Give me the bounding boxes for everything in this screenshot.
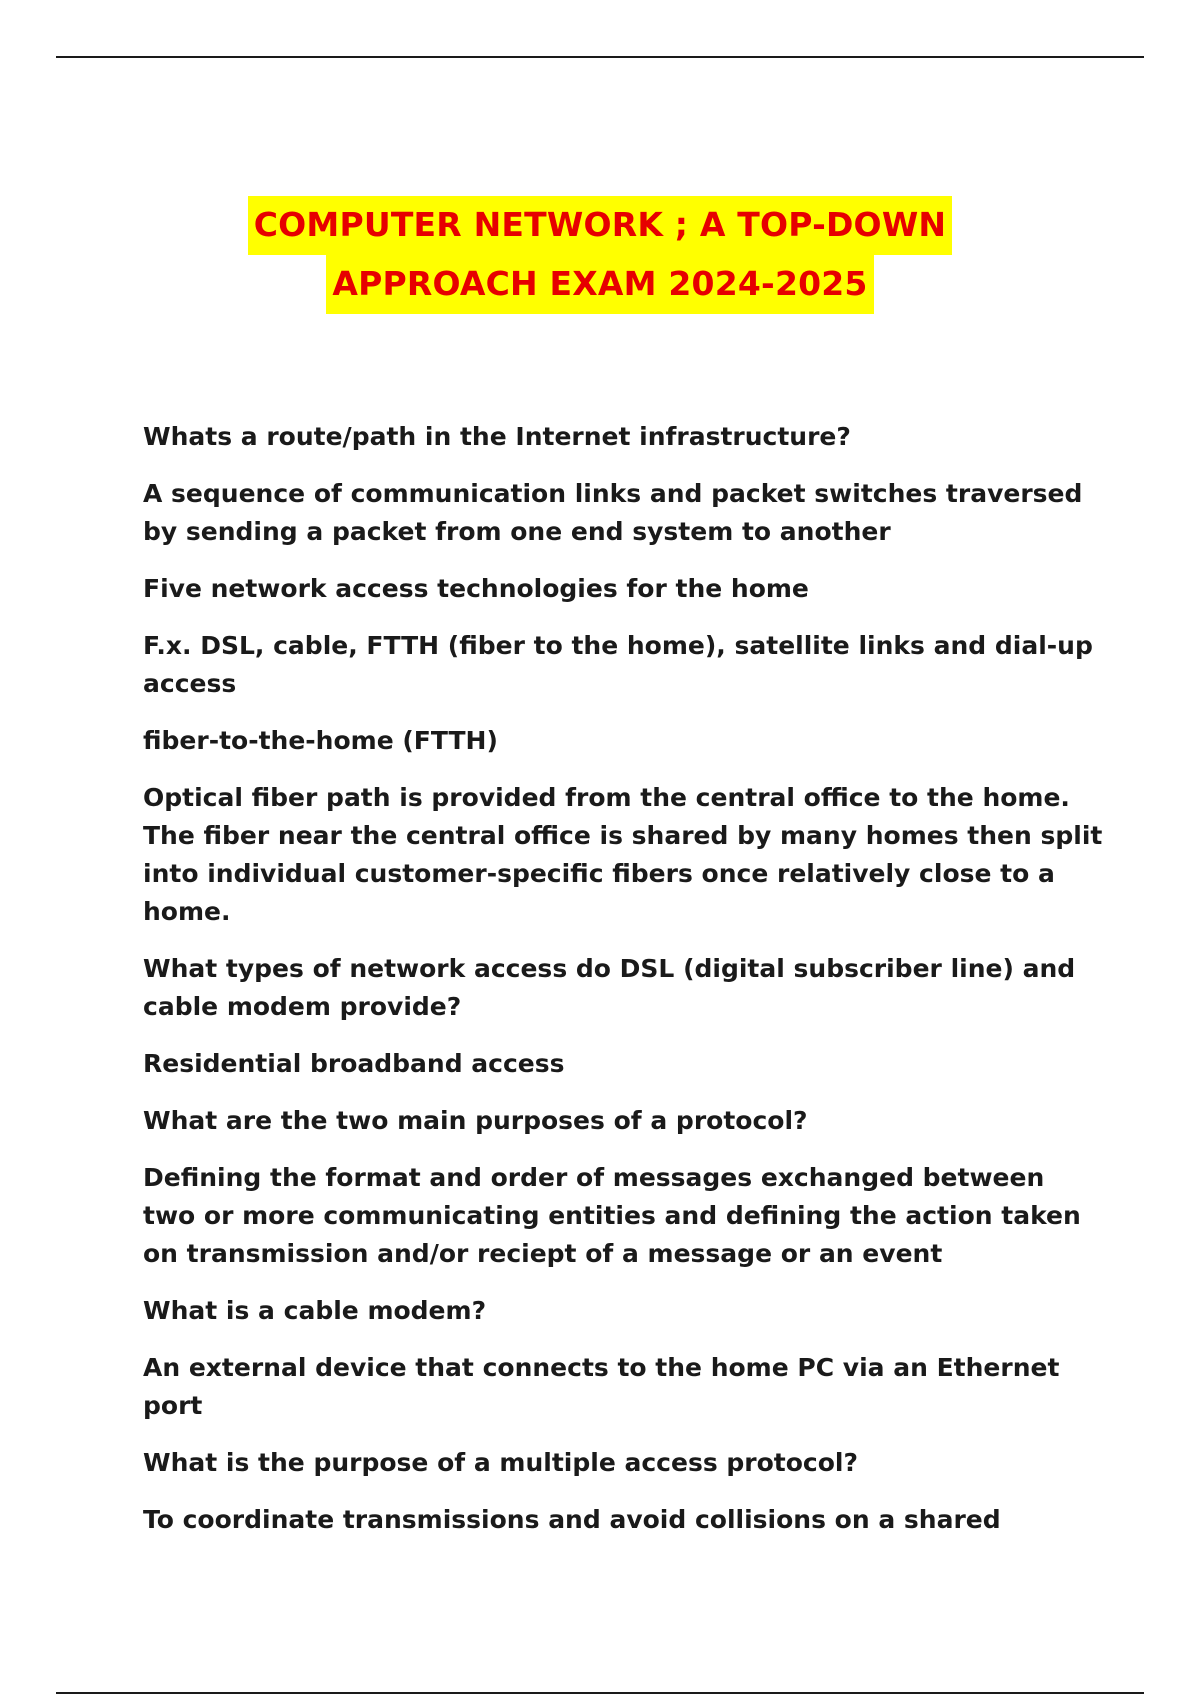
question-text: What are the two main purposes of a protocol?	[143, 1106, 808, 1135]
qa-list	[143, 418, 1103, 1558]
question-text: Whats a route/path in the Internet infrastructure?	[143, 422, 851, 451]
answer-text: F.x. DSL, cable, FTTH (fiber to the home), satellite links and dial-up access	[143, 631, 1093, 698]
answer-text: A sequence of communication links and packet switches traversed by sending a packet from one end system to another	[143, 479, 1083, 546]
question-text: Five network access technologies for the home	[143, 574, 809, 603]
bottom-rule	[56, 1692, 1144, 1694]
title-line-1: COMPUTER NETWORK ; A TOP-DOWN	[248, 196, 952, 255]
question-text: What types of network access do DSL (digital subscriber line) and cable modem provide?	[143, 954, 1076, 1021]
answer-text: Optical fiber path is provided from the central office to the home. The fiber near the central office is shared by many homes then split into individual customer-specific fibers once relatively close to a home.	[143, 783, 1103, 926]
answer-text: To coordinate transmissions and avoid collisions on a shared	[143, 1505, 1001, 1534]
question-text: fiber-to-the-home (FTTH)	[143, 726, 498, 755]
answer-text: Defining the format and order of messages exchanged between two or more communicating entities and defining the action taken on transmission and/or reciept of a message or an event	[143, 1163, 1081, 1268]
answer-text: An external device that connects to the home PC via an Ethernet port	[143, 1353, 1060, 1420]
top-rule	[56, 56, 1144, 58]
question-text: What is a cable modem?	[143, 1296, 487, 1325]
question-text: What is the purpose of a multiple access protocol?	[143, 1448, 859, 1477]
document-title	[0, 196, 1200, 314]
title-line-2: APPROACH EXAM 2024-2025	[326, 255, 873, 314]
answer-text: Residential broadband access	[143, 1049, 565, 1078]
